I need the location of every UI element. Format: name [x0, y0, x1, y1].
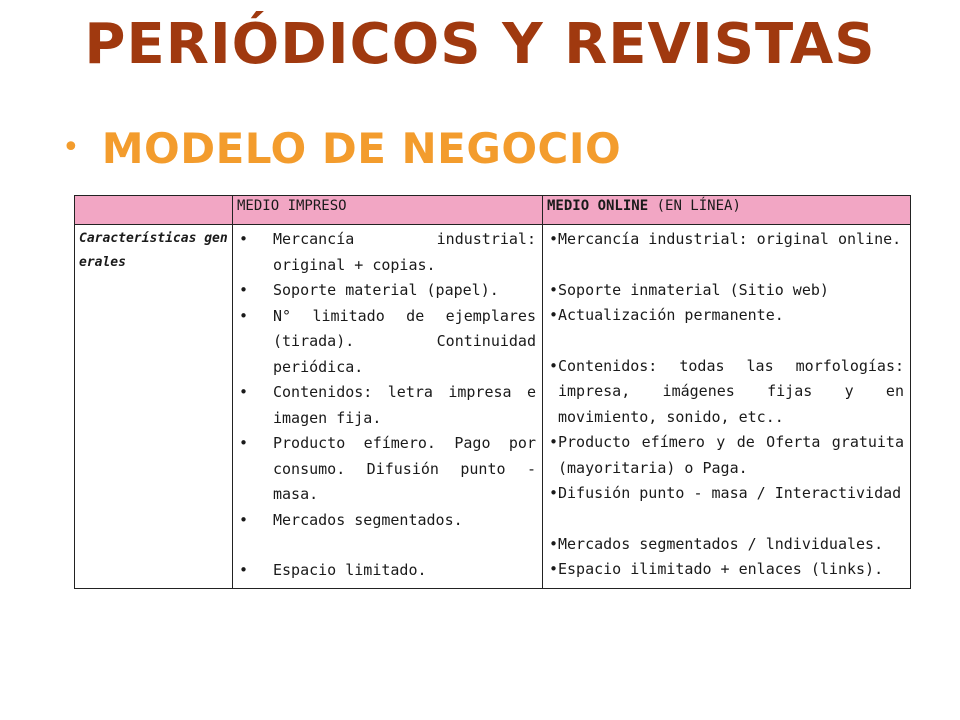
bullet-icon: •: [62, 130, 80, 165]
list-item: • Contenidos: letra impresa e imagen fija.: [239, 383, 536, 427]
list-item: • Producto efímero y de Oferta gratuita (mayoritaria) o Paga.: [549, 433, 904, 477]
list-item: • Mercados segmentados.: [239, 510, 463, 529]
list-item: • Actualización permanente.: [549, 306, 784, 324]
online-list: [549, 227, 904, 583]
comparison-table: [74, 195, 911, 589]
list-item: • Espacio limitado.: [239, 561, 427, 579]
list-item: • Mercancía industrial: original online.: [549, 230, 902, 248]
list-item: • Mercados segmentados / lndividuales.: [549, 534, 884, 553]
header-medio-impreso: [233, 196, 543, 225]
slide-subtitle: MODELO DE NEGOCIO: [101, 123, 622, 173]
list-item: • N° limitado de ejemplares (tirada). Continuidad periódica.: [239, 306, 536, 376]
list-item: • Mercancía industrial: original + copias.: [239, 230, 536, 274]
slide-title: PERIÓDICOS Y REVISTAS: [84, 12, 876, 77]
subtitle-row: [62, 118, 621, 178]
table-row: [75, 225, 911, 589]
cell-impreso: [233, 225, 543, 589]
header-online-suffix: (EN LÍNEA): [648, 198, 741, 214]
header-impreso-label: MEDIO IMPRESO: [237, 198, 347, 214]
header-empty-cell: [75, 196, 233, 225]
cell-online: [543, 225, 911, 589]
header-medio-online: [543, 196, 911, 225]
list-item: • Difusión punto - masa / Interactividad: [549, 484, 902, 502]
header-online-label: MEDIO ONLINE: [547, 198, 649, 214]
row-label-caracteristicas: Características generales: [75, 225, 233, 589]
table-header-row: [75, 196, 911, 225]
list-item: • Contenidos: todas las morfologías: impresa, imágenes fijas y en movimiento, sonido, etc..: [549, 356, 904, 426]
list-item: • Producto efímero. Pago por consumo. Difusión punto - masa.: [239, 434, 536, 503]
list-item: • Soporte material (papel).: [239, 281, 499, 299]
list-item: • Soporte inmaterial (Sitio web): [549, 280, 829, 299]
impreso-list: [239, 227, 536, 584]
list-item: • Espacio ilimitado + enlaces (links).: [549, 560, 884, 578]
